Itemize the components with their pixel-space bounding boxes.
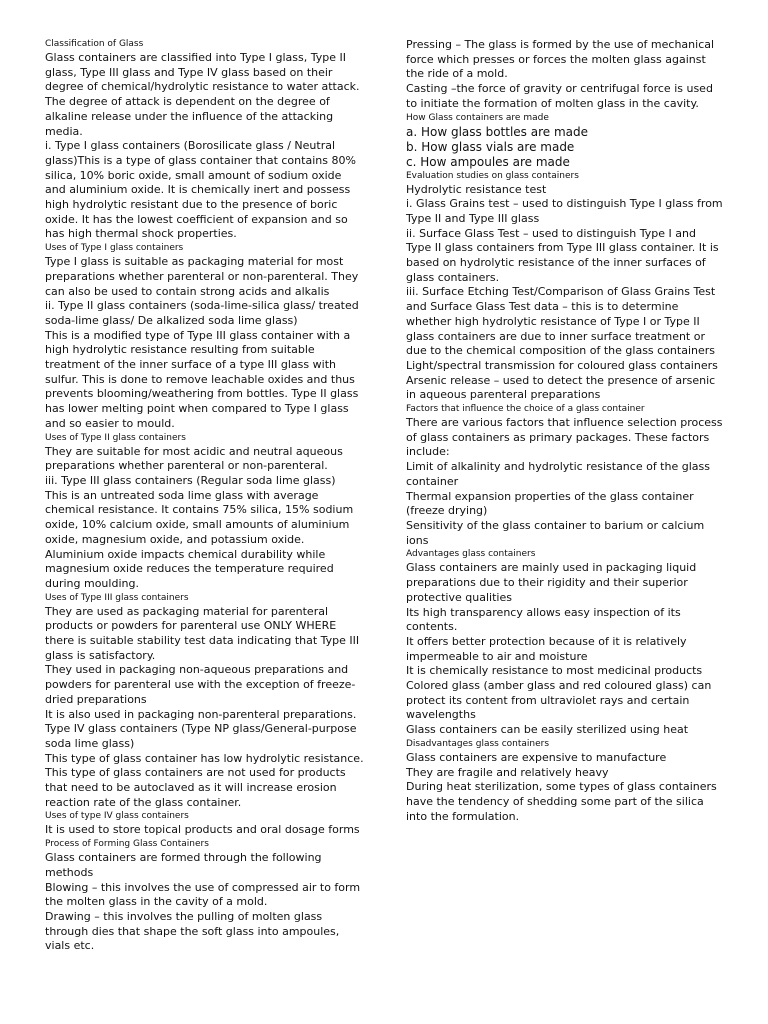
- paragraph: iii. Type III glass containers (Regular soda lime glass): [45, 473, 336, 487]
- paragraph: Glass containers can be easily sterilized using heat: [406, 723, 689, 737]
- paragraph: This is an untreated soda lime glass with average chemical resistance. It contains 75% silica, 15% sodium oxide, 10% calcium oxide, small amounts of aluminium oxide, magnesium oxide, and potassium oxide.: [45, 488, 354, 546]
- section-heading: Classification of Glass: [45, 39, 144, 49]
- paragraph: This type of glass container has low hydrolytic resistance. This type of glass containers are not used for products that need to be autoclaved as it will increase erosion reaction rate of the glass container.: [45, 751, 364, 809]
- paragraph: iii. Surface Etching Test/Comparison of Glass Grains Test and Surface Glass Test data – this is to determine whether high hydrolytic resistance of Type I or Type II glass containers are due to inner surface treatment or due to the chemical composition of the glass containers: [406, 285, 716, 358]
- paragraph: Casting –the force of gravity or centrifugal force is used to initiate the formation of molten glass in the cavity.: [406, 82, 713, 110]
- paragraph: It is chemically resistance to most medicinal products: [406, 664, 703, 678]
- paragraph: Colored glass (amber glass and red coloured glass) can protect its content from ultraviolet rays and certain wavelengths: [406, 679, 712, 722]
- section-heading: Uses of Type II glass containers: [45, 432, 186, 443]
- paragraph: Blowing – this involves the use of compressed air to form the molten glass in the cavity of a mold.: [45, 880, 361, 909]
- section-heading: Disadvantages glass containers: [406, 738, 550, 749]
- section-heading: Uses of Type III glass containers: [45, 592, 189, 603]
- paragraph: Glass containers are formed through the following methods: [45, 851, 322, 879]
- paragraph: They are fragile and relatively heavy: [406, 765, 609, 779]
- section-heading: Uses of type IV glass containers: [45, 811, 189, 822]
- paragraph: Pressing – The glass is formed by the use of mechanical force which presses or forces the molten glass against the ride of a mold.: [406, 38, 715, 81]
- section-heading: Factors that influence the choice of a glass container: [406, 404, 645, 415]
- paragraph: During heat sterilization, some types of glass containers have the tendency of shedding some part of the silica into the formulation.: [406, 780, 717, 823]
- right-column: [406, 38, 724, 824]
- paragraph: i. Glass Grains test – used to distinguish Type I glass from Type II and Type III glass: [406, 197, 723, 225]
- paragraph: This is a modified type of Type III glass container with a high hydrolytic resistance resulting from suitable treatment of the inner surface of a type III glass with sulfur. This is done to remove leachable oxides and thus prevents blooming/weathering from bottles. Type II glass has lower melting point when compared to Type I glass and so easier to mould.: [45, 328, 359, 430]
- paragraph: Its high transparency allows easy inspection of its contents.: [406, 605, 681, 634]
- paragraph: i. Type I glass containers (Borosilicate glass / Neutral glass)This is a type of glass container that contains 80% silica, 10% boric oxide, small amount of sodium oxide and aluminium oxide. It is chemically inert and possess high hydrolytic resistant due to the presence of boric oxide. It has the lowest coefficient of expansion and so has high thermal shock properties.: [45, 139, 356, 241]
- section-heading: How Glass containers are made: [406, 112, 549, 123]
- paragraph: Arsenic release – used to detect the presence of arsenic in aqueous parenteral preparations: [406, 373, 716, 402]
- paragraph: Glass containers are expensive to manufacture: [406, 750, 667, 764]
- paragraph: Type IV glass containers (Type NP glass/General-purpose soda lime glass): [45, 722, 357, 750]
- list-item: a. How glass bottles are made: [406, 124, 589, 139]
- paragraph: Light/spectral transmission for coloured glass containers: [406, 358, 718, 372]
- paragraph: Glass containers are mainly used in packaging liquid preparations due to their rigidity and their superior protective qualities: [406, 561, 697, 604]
- paragraph: It offers better protection because of it is relatively impermeable to air and moisture: [406, 634, 687, 663]
- paragraph: It is also used in packaging non-parenteral preparations.: [45, 707, 357, 721]
- list-item: b. How glass vials are made: [406, 139, 575, 154]
- section-heading: Evaluation studies on glass containers: [406, 170, 579, 181]
- paragraph: Thermal expansion properties of the glass container (freeze drying): [406, 489, 694, 518]
- paragraph: Aluminium oxide impacts chemical durability while magnesium oxide reduces the temperature required during moulding.: [45, 547, 334, 590]
- paragraph: They are used as packaging material for parenteral products or powders for parenteral use ONLY WHERE there is suitable stability test data indicating that Type III glass is satisfactory.: [45, 604, 360, 662]
- paragraph: Drawing – this involves the pulling of molten glass through dies that shape the soft glass into ampoules, vials etc.: [45, 909, 340, 953]
- paragraph: Glass containers are classified into Type I glass, Type II glass, Type III glass and Type IV glass based on their degree of chemical/hydrolytic resistance to water attack. The degree of attack is dependent on the degree of alkaline release under the influence of the attacking media.: [45, 51, 360, 138]
- paragraph: Hydrolytic resistance test: [406, 182, 547, 196]
- list-item: c. How ampoules are made: [406, 154, 570, 169]
- left-column: [45, 38, 365, 954]
- section-heading: Process of Forming Glass Containers: [45, 839, 209, 850]
- paragraph: There are various factors that influence selection process of glass containers as primary packages. These factors include:: [406, 416, 723, 459]
- section-heading: Uses of Type I glass containers: [45, 243, 184, 254]
- paragraph: It is used to store topical products and oral dosage forms: [45, 823, 360, 837]
- paragraph: They used in packaging non-aqueous preparations and powders for parenteral use with the exception of freeze-dried preparations: [45, 663, 356, 706]
- paragraph: ii. Surface Glass Test – used to distinguish Type I and Type II glass containers from Type III glass container. It is based on hydrolytic resistance of the inner surfaces of glass containers.: [406, 226, 719, 284]
- paragraph: They are suitable for most acidic and neutral aqueous preparations whether parenteral or non-parenteral.: [45, 444, 343, 473]
- paragraph: ii. Type II glass containers (soda-lime-silica glass/ treated soda-lime glass/ De alkalized soda lime glass): [45, 299, 359, 327]
- paragraph: Limit of alkalinity and hydrolytic resistance of the glass container: [406, 460, 710, 488]
- paragraph: Type I glass is suitable as packaging material for most preparations whether parenteral or non-parenteral. They can also be used to contain strong acids and alkalis: [45, 255, 359, 298]
- paragraph: Sensitivity of the glass container to barium or calcium ions: [406, 518, 705, 547]
- section-heading: Advantages glass containers: [406, 549, 536, 560]
